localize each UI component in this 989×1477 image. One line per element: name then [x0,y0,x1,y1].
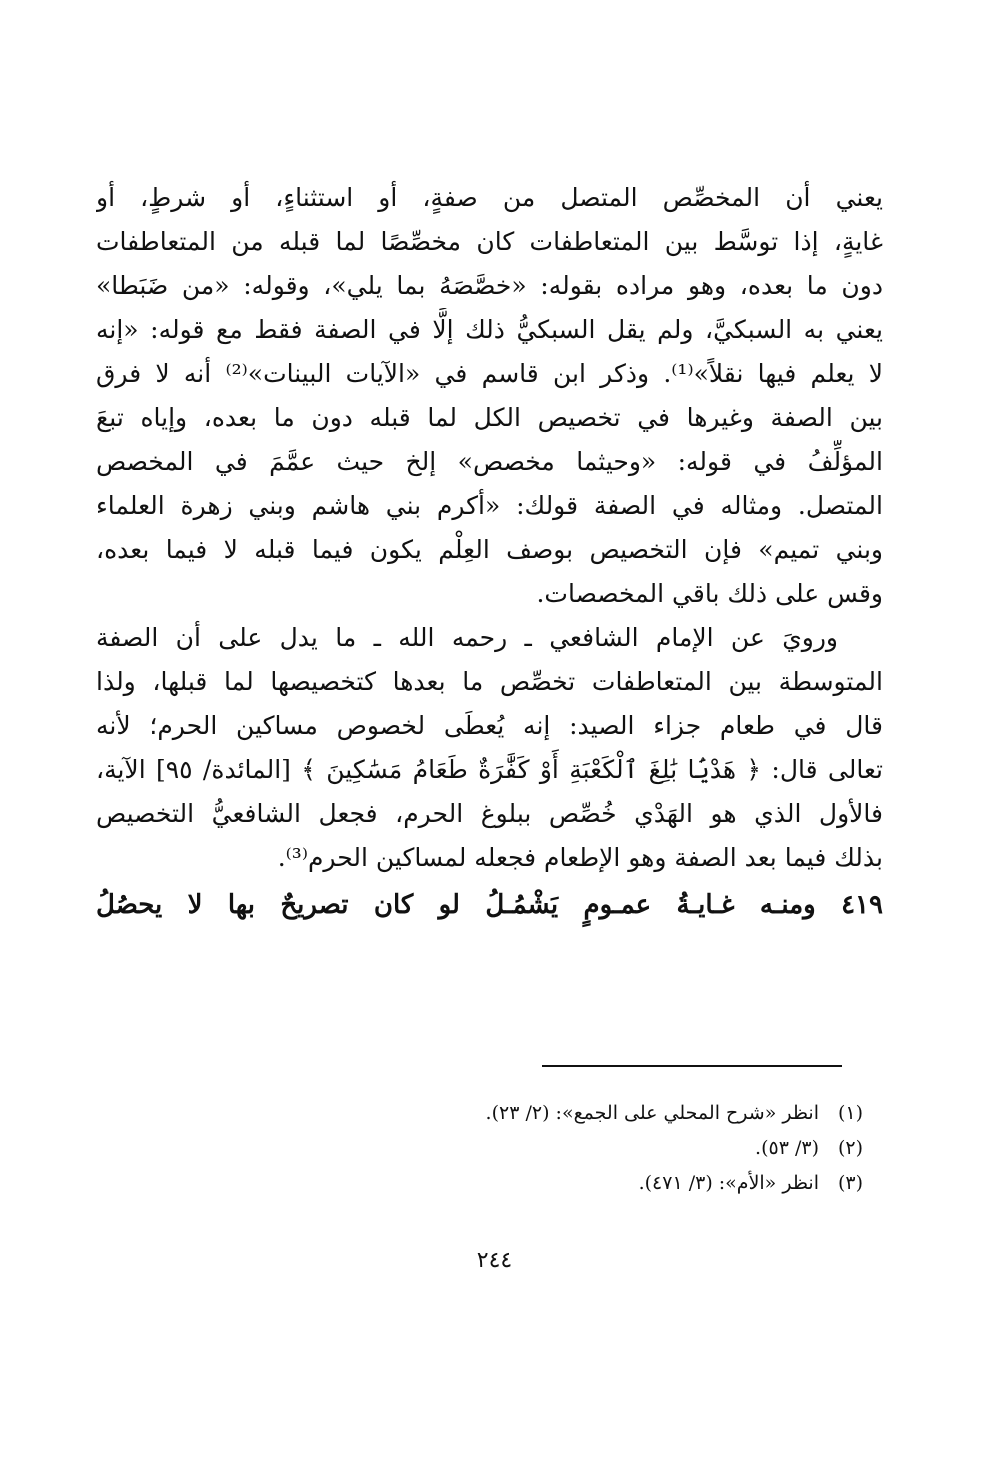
footnote-text: انظر «الأم»: (٣/ ٤٧١). [638,1172,819,1194]
footnote-text: انظر «شرح المحلي على الجمع»: (٢/ ٢٣). [485,1102,819,1124]
footnote-item [300,1096,863,1131]
text-line: بذلك فيما بعد الصفة وهو الإطعام فجعله لمساكين الحرم⁽³⁾. [277,843,883,872]
text-line: المؤلِّفُ في قوله: «وحيثما مخصص» إلخ حيث عمَّمَ في المخصص [96,447,883,476]
text-line: وقس على ذلك باقي المخصصات. [536,579,883,608]
footnote-item [300,1131,863,1166]
footnote-number: (٢) [837,1137,863,1159]
text-line: ورويَ عن الإمام الشافعي ـ رحمه الله ـ ما يدل على أن الصفة [96,623,838,652]
footnote-number: (١) [837,1102,863,1124]
footnote-item [300,1166,863,1201]
verse-line: ٤١٩ ومنـه غـايـةُ عمـومٍ يَشْمُـلُ لو كان تصريحٌ بها لا يحصُلُ [96,890,883,920]
footnote-text: (٣/ ٥٣). [755,1137,819,1159]
text-line: المتوسطة بين المتعاطفات تخصِّص ما بعدها كتخصيصها لما قبلها، ولذا [96,667,883,696]
footnote-number: (٣) [837,1172,863,1194]
text-line: تعالى قال: ﴿ هَدْيَۢا بَٰلِغَ ٱلْكَعْبَةِ أَوْ كَفَّٰرَةٌ طَعَامُ مَسَٰكِينَ ﴾ [المائدة/ ٩٥] الآية، [96,755,883,784]
text-line: يعني به السبكيَّ، ولم يقل السبكيُّ ذلك إلَّا في الصفة فقط مع قوله: «إنه [96,315,883,344]
page-number: ٢٤٤ [476,1248,513,1273]
text-line: فالأول الذي هو الهَدْي خُصِّص ببلوغ الحرم، فجعل الشافعيُّ التخصيص [96,799,883,828]
text-line: وبني تميم» فإن التخصيص بوصف العِلْم يكون فيما قبله لا فيما بعده، [96,535,883,564]
text-line: يعني أن المخصِّص المتصل من صفةٍ، أو استثناءٍ، أو شرطٍ، أو [96,183,883,212]
footnotes [300,1096,863,1201]
text-line: لا يعلم فيها نقلاً»⁽¹⁾. وذكر ابن قاسم في «الآيات البينات»⁽²⁾ أنه لا فرق [96,359,883,388]
text-line: المتصل. ومثاله في الصفة قولك: «أكرم بني هاشم وبني زهرة العلماء [96,491,883,520]
text-line: بين الصفة وغيرها في تخصيص الكل لما قبله دون ما بعده، وإياه تبعَ [96,403,883,432]
main-text [96,176,883,930]
footnote-divider [542,1065,842,1067]
text-line: غايةٍ، إذا توسَّط بين المتعاطفات كان مخصِّصًا لما قبله من المتعاطفات [96,227,883,256]
text-line: قال في طعام جزاء الصيد: إنه يُعطَى لخصوص مساكين الحرم؛ لأنه [96,711,883,740]
text-line: دون ما بعده، وهو مراده بقوله: «خصَّصَهُ بما يلي»، وقوله: «من ضَبَطا» [96,271,883,300]
